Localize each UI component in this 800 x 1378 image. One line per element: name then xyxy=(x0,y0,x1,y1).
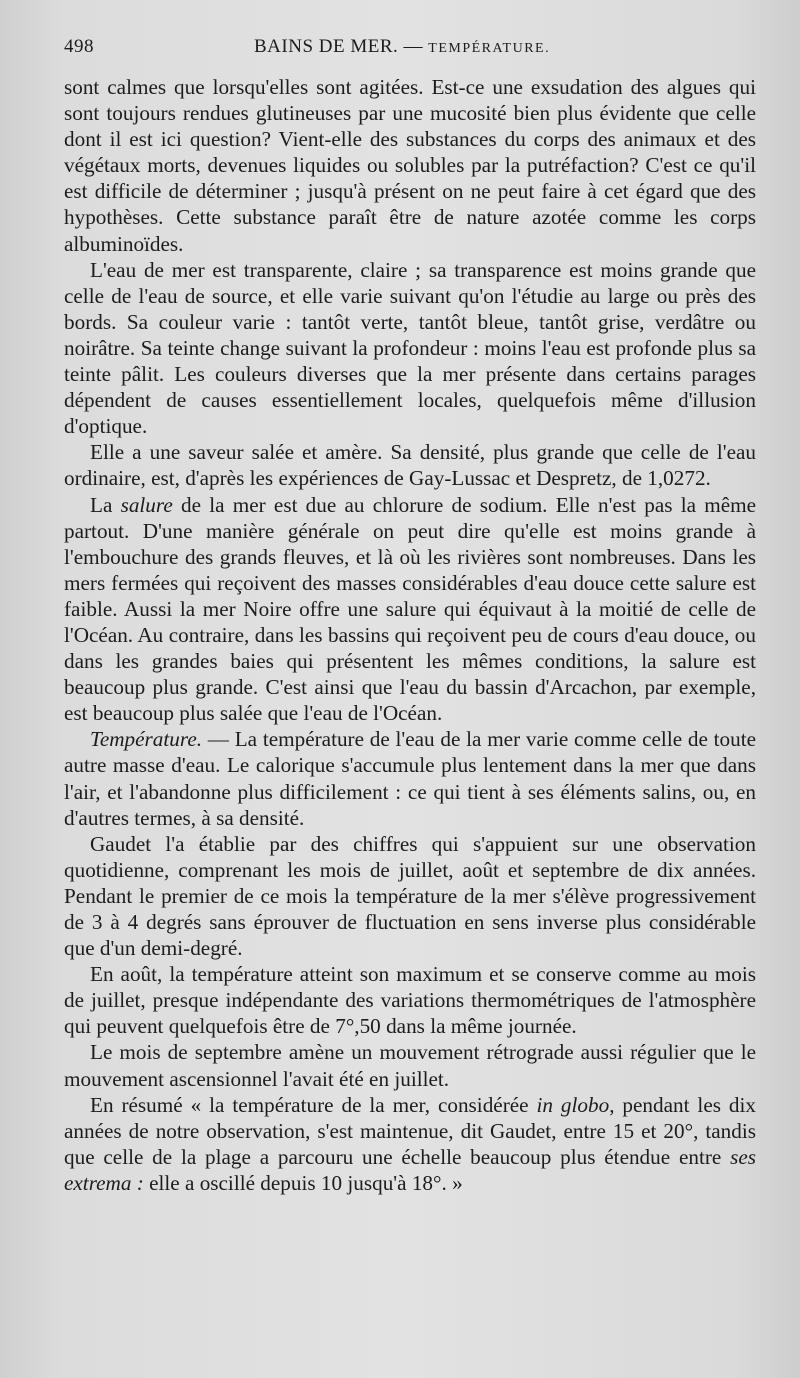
page-number: 498 xyxy=(64,36,94,57)
temperature-text: — La température de l'eau de la mer varie comme celle de toute autre masse d'eau. Le calorique s'accumule plus lentement dans la mer que dans l'air, et l'abandonne plus difficilement : ce qui tient à ses éléments salins, ou, en d'autres termes, à sa densité. xyxy=(64,727,756,830)
paragraph-transparency: L'eau de mer est transparente, claire ; sa transparence est moins grande que celle de l'eau de source, et elle varie suivant qu'on l'étudie au large ou près des bords. Sa couleur varie : tantôt verte, tantôt bleue, tantôt grise, verdâtre ou noirâtre. Sa teinte change suivant la profondeur : moins l'eau est profonde plus sa teinte pâlit. Les couleurs diverses que la mer présente dans certains parages dépendent de causes essentiellement locales, quelquefois même d'illusion d'optique. xyxy=(64,257,756,439)
salinity-lead: La xyxy=(90,492,121,517)
paragraph-gaudet: Gaudet l'a établie par des chiffres qui s'appuient sur une observation quotidienne, comprenant les mois de juillet, août et septembre de dix années. Pendant le premier de ce mois la température de la mer s'élève progressivement de 3 à 4 degrés sans éprouver de fluctuation en sens inverse plus considérable que d'un demi-degré. xyxy=(64,831,756,961)
quote-italic-extrema: ses extrema : xyxy=(64,1144,756,1195)
running-head xyxy=(64,34,756,64)
running-title-main: BAINS DE MER. — xyxy=(254,36,424,57)
quote-part-b: , pendant les dix années de notre observation, s'est maintenue, dit Gaudet, entre 15 et 20°, tandis que celle de la plage a parcouru une échelle beaucoup plus étendue entre xyxy=(64,1092,756,1169)
salinity-text: de la mer est due au chlorure de sodium. Elle n'est pas la même partout. D'une manière générale on peut dire qu'elle est moins grande à l'embouchure des grands fleuves, et là où les rivières sont nombreuses. Dans les mers fermées qui reçoivent des masses considérables d'eau douce cette salure est faible. Aussi la mer Noire offre une salure qui équivaut à la moitié de celle de l'Océan. Au contraire, dans les bassins qui reçoivent peu de cours d'eau douce, ou dans les grandes baies qui présentent les mêmes conditions, la salure est beaucoup plus grande. C'est ainsi que l'eau du bassin d'Arcachon, par exemple, est beaucoup plus salée que l'eau de l'Océan. xyxy=(64,492,756,726)
temperature-heading: Température. xyxy=(90,727,203,752)
running-title-section: TEMPÉRATURE. xyxy=(428,41,551,56)
running-title xyxy=(254,36,550,58)
salinity-term: salure xyxy=(120,492,173,517)
body-text xyxy=(64,74,756,1196)
quote-italic-in-globo: in globo xyxy=(536,1092,610,1117)
paragraph-salinity xyxy=(64,492,756,727)
paragraph-september: Le mois de septembre amène un mouvement rétrograde aussi régulier que le mouvement ascensionnel l'avait été en juillet. xyxy=(64,1040,756,1091)
paragraph-taste-density: Elle a une saveur salée et amère. Sa densité, plus grande que celle de l'eau ordinaire, est, d'après les expériences de Gay-Lussac et Despretz, de 1,0272. xyxy=(64,440,756,491)
quote-part-a: En résumé « la température de la mer, considérée xyxy=(90,1092,537,1117)
paragraph-continuation: sont calmes que lorsqu'elles sont agitées. Est-ce une exsudation des algues qui sont toujours rendues glutineuses par une mucosité bien plus évidente que celle dont il est ici question? Vient-elle des substances du corps des animaux et des végétaux morts, devenues liquides ou solubles par la putréfaction? C'est ce qu'il est difficile de déterminer ; jusqu'à présent on ne peut faire à cet égard que des hypothèses. Cette substance paraît être de nature azotée comme les corps albuminoïdes. xyxy=(64,75,756,256)
quote-part-c: elle a oscillé depuis 10 jusqu'à 18°. » xyxy=(143,1170,463,1195)
paragraph-temperature xyxy=(64,726,756,830)
paragraph-august: En août, la température atteint son maximum et se conserve comme au mois de juillet, presque indépendante des variations thermométriques de l'atmosphère qui peuvent quelquefois être de 7°,50 dans la même journée. xyxy=(64,962,756,1039)
paragraph-summary-quote xyxy=(64,1092,756,1196)
